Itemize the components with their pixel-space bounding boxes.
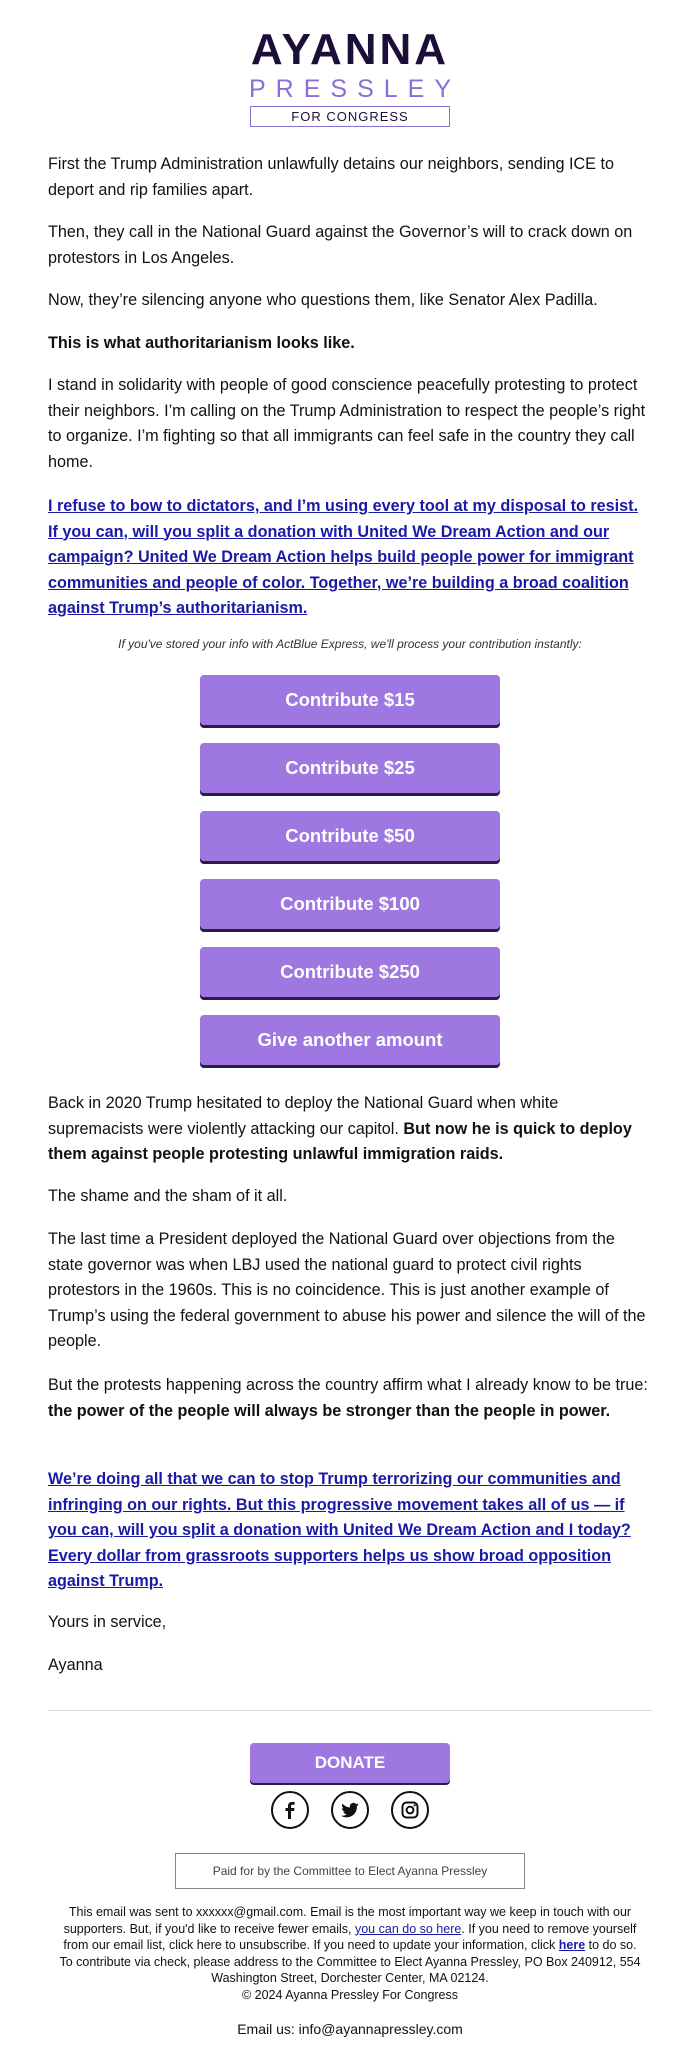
paid-for-disclaimer: Paid for by the Committee to Elect Ayanna Pressley <box>175 1853 525 1889</box>
paid-for-wrap <box>48 1853 652 1889</box>
paragraph-5: I stand in solidarity with people of good conscience peacefully protesting to protect their neighbors. I’m calling on the Trump Administration to respect the people’s right to organize. I’m fighting so that all immigrants can feel safe in the country they call home. <box>48 376 646 471</box>
paragraph-6 <box>48 1091 652 1168</box>
donate-link-2-paragraph <box>48 1467 652 1595</box>
contribute-15-button[interactable]: Contribute $15 <box>200 675 500 725</box>
paragraph-6-text: Back in 2020 Trump hesitated to deploy the National Guard when white supremacists were violently attacking our capitol. <box>48 1094 559 1138</box>
footer <box>48 1904 652 2003</box>
paragraph-3: Now, they’re silencing anyone who questions them, like Senator Alex Padilla. <box>48 291 598 309</box>
paragraph-2: Then, they call in the National Guard against the Governor’s will to crack down on protestors in Los Angeles. <box>48 223 633 267</box>
logo-name-first: AYANNA <box>250 25 450 74</box>
paragraph-1: First the Trump Administration unlawfully detains our neighbors, sending ICE to deport and rip families apart. <box>48 155 614 199</box>
paragraph-8: The last time a President deployed the National Guard over objections from the state governor was when LBJ used the national guard to protect civil rights protestors in the 1960s. This is no coincidence. This is just another example of Trump’s using the federal government to abuse his power and silence the will of the people. <box>48 1230 646 1350</box>
signature: Ayanna <box>48 1656 103 1674</box>
campaign-logo <box>48 0 652 128</box>
donate-button-wrap <box>48 1743 652 1783</box>
contribute-50-button[interactable]: Contribute $50 <box>200 811 500 861</box>
social-links <box>48 1791 652 1829</box>
email-us: Email us: info@ayannapressley.com <box>237 2021 463 2037</box>
contribute-buttons <box>48 675 652 1065</box>
paragraph-9-text: But the protests happening across the country affirm what I already know to be true: <box>48 1376 648 1394</box>
footer-text-3: to do so. To contribute via check, please address to the Committee to Elect Ayanna Pressley, PO Box 240912, 554 Washington Street, Dorchester Center, MA 02124. <box>59 1938 641 1985</box>
logo-tagline: FOR CONGRESS <box>250 106 450 127</box>
twitter-icon[interactable] <box>331 1791 369 1829</box>
actblue-note: If you've stored your info with ActBlue Express, we'll process your contribution instantly: <box>118 637 582 651</box>
logo-name-last: PRESSLEY <box>248 75 461 103</box>
copyright: © 2024 Ayanna Pressley For Congress <box>241 1987 459 2002</box>
footer-text-2: . If you need to remove yourself from our email list, click here to unsubscribe. If you need to update your information, click <box>63 1921 637 1952</box>
paragraph-9 <box>48 1373 652 1424</box>
contribute-250-button[interactable]: Contribute $250 <box>200 947 500 997</box>
paragraph-7: The shame and the sham of it all. <box>48 1187 288 1205</box>
facebook-icon[interactable] <box>271 1791 309 1829</box>
sign-off: Yours in service, <box>48 1613 167 1631</box>
contribute-25-button[interactable]: Contribute $25 <box>200 743 500 793</box>
email-body <box>48 0 652 2037</box>
paragraph-6-bold: But now he is quick to deploy them against people protesting unlawful immigration raids. <box>48 1119 632 1163</box>
instagram-icon[interactable] <box>391 1791 429 1829</box>
divider <box>48 1710 652 1711</box>
paragraph-4: This is what authoritarianism looks like. <box>48 334 355 352</box>
contribute-100-button[interactable]: Contribute $100 <box>200 879 500 929</box>
fewer-emails-link[interactable]: you can do so here <box>354 1921 462 1936</box>
donate-link-2[interactable]: We’re doing all that we can to stop Trump terrorizing our communities and infringing on our rights. But this progressive movement takes all of us — if you can, will you split a donation with United We Dream Action and I today? Every dollar from grassroots supporters helps us show broad opposition against Trump. <box>48 1470 631 1590</box>
donate-link-1[interactable]: I refuse to bow to dictators, and I’m using every tool at my disposal to resist. If you can, will you split a donation with United We Dream Action and our campaign? United We Dream Action helps build people power for immigrant communities and people of color. Together, we’re building a broad coalition against Trump’s authoritarianism. <box>48 497 639 617</box>
paragraph-9-bold: the power of the people will always be stronger than the people in power. <box>48 1401 611 1420</box>
give-another-amount-button[interactable]: Give another amount <box>200 1015 500 1065</box>
donate-button[interactable]: DONATE <box>250 1743 450 1783</box>
update-info-link[interactable]: here <box>558 1938 586 1952</box>
footer-text-1: This email was sent to xxxxxx@gmail.com. Email is the most important way we keep in touch with our supporters. But, if you'd like to receive fewer emails, <box>63 1905 632 1936</box>
donate-link-1-paragraph <box>48 494 652 622</box>
